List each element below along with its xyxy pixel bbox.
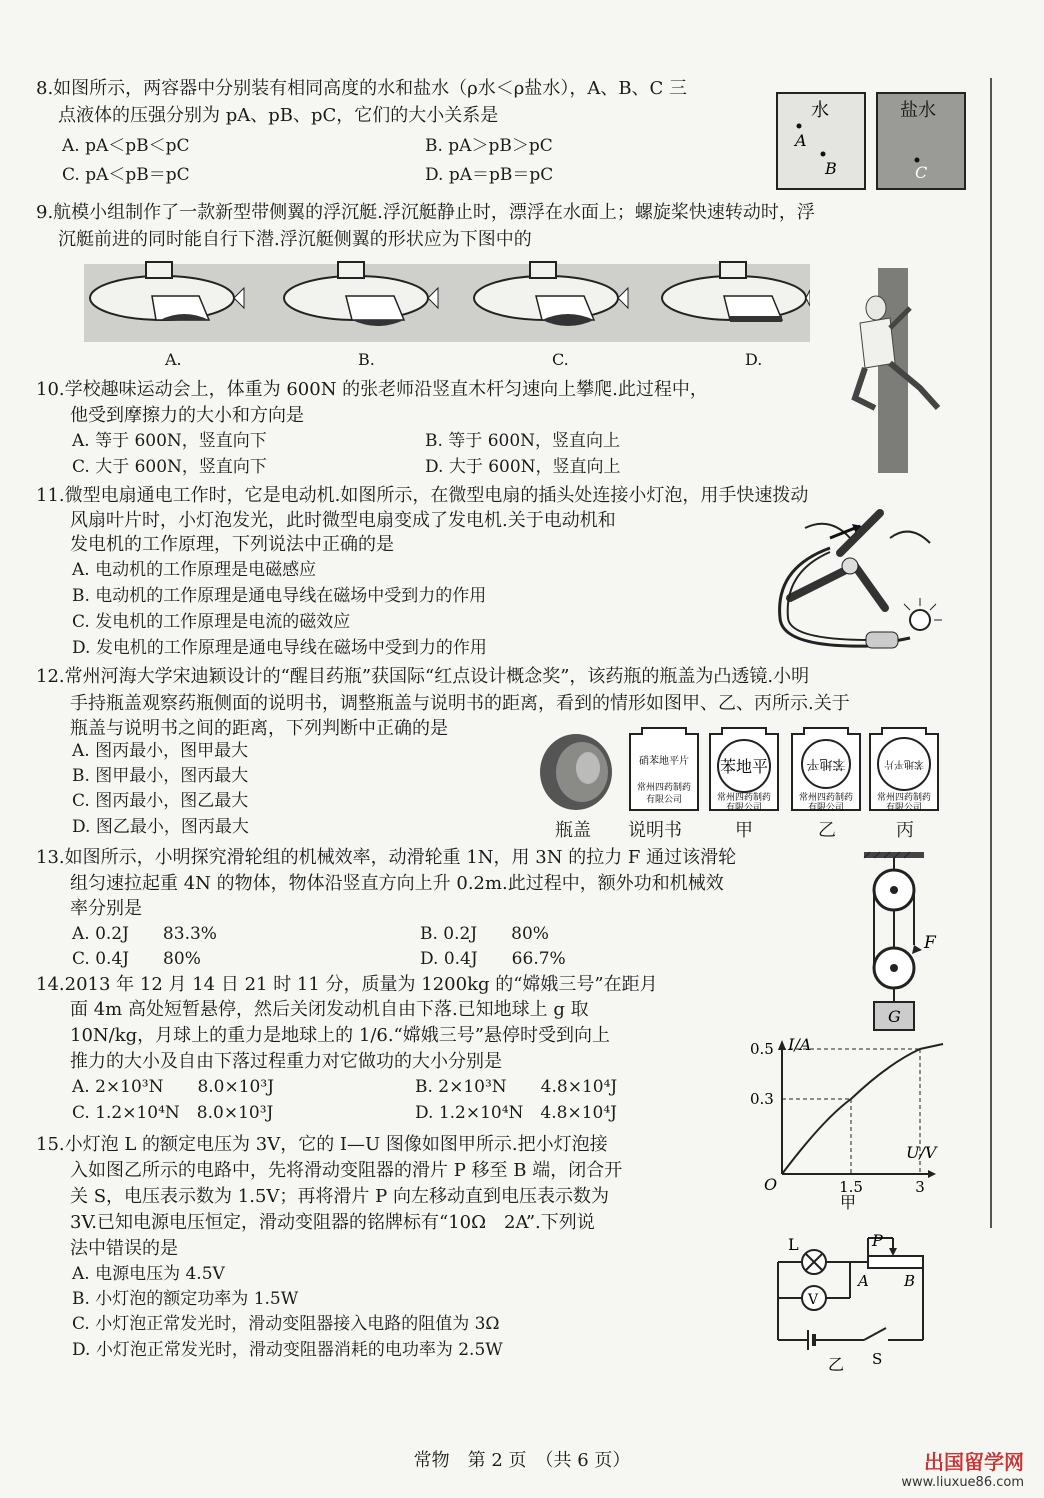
q9-line1: 9.航模小组制作了一款新型带侧翼的浮沉艇.浮沉艇静止时，漂浮在水面上；螺旋桨快速转动时，浮 — [36, 202, 815, 223]
q14-line4: 推力的大小及自由下落过程重力对它做功的大小分别是 — [70, 1051, 502, 1072]
x-axis-label: U/V — [906, 1143, 937, 1162]
q11-line3: 发电机的工作原理，下列说法中正确的是 — [70, 534, 394, 555]
q10-line1: 10.学校趣味运动会上，体重为 600N 的张老师沿竖直木杆匀速向上攀爬.此过程中， — [36, 379, 708, 400]
margin-line — [990, 78, 992, 1228]
point-c — [915, 158, 920, 163]
circuit-figure — [768, 1232, 938, 1382]
q8-label-a: A — [795, 131, 807, 150]
guide-lines — [782, 1049, 920, 1174]
q13-option-b: B. 0.2J 80% — [420, 924, 549, 944]
caption-manual: 说明书 — [628, 820, 682, 841]
weight-label: G — [888, 1007, 901, 1026]
caption-bing: 丙 — [896, 820, 914, 841]
terminal-b-label: B — [904, 1272, 916, 1290]
y-tick-0.3: 0.3 — [750, 1090, 774, 1108]
q8-option-c: C. pA＜pB＝pC — [62, 165, 190, 185]
y-tick-0.5: 0.5 — [750, 1040, 774, 1058]
q11-line1: 11.微型电扇通电工作时，它是电动机.如图所示，在微型电扇的插头处连接小灯泡，用手快速拨动 — [36, 485, 809, 506]
q8-label-c: C — [915, 163, 928, 182]
caption-yi: 乙 — [818, 820, 836, 841]
terminal-a-label: A — [858, 1272, 869, 1290]
point-a — [797, 124, 802, 129]
caption-jia: 甲 — [735, 820, 753, 841]
q8-water-label: 水 — [811, 100, 829, 121]
q10-option-d: D. 大于 600N，竖直向上 — [425, 457, 621, 477]
q8-option-b: B. pA＞pB＞pC — [425, 136, 553, 156]
watermark — [901, 1446, 1024, 1490]
q12-option-b: B. 图甲最小，图丙最大 — [72, 766, 249, 786]
q15-line3: 关 S，电压表示数为 1.5V；再将滑片 P 向左移动直到电压表示数为 — [70, 1186, 609, 1207]
manual-product-text: 硝苯地平片 — [639, 756, 689, 767]
q9-label-b: B. — [358, 350, 375, 369]
manual-panel — [630, 728, 698, 810]
point-b — [821, 152, 826, 157]
q11-fan-figure — [770, 508, 945, 663]
rheostat-icon — [868, 1256, 923, 1268]
x-tick-1.5: 1.5 — [839, 1178, 863, 1196]
q8-saltwater-label: 盐水 — [900, 100, 936, 121]
q14-line2: 面 4m 高处短暂悬停，然后关闭发动机自由下落.已知地球上 g 取 — [70, 999, 589, 1020]
q12-option-a: A. 图丙最小，图甲最大 — [72, 741, 249, 761]
view-bing-text: 苯地平片 — [884, 758, 924, 769]
view-bing-company: 常州四药制药 — [876, 793, 932, 803]
view-yi-company: 常州四药制药 — [798, 793, 854, 803]
q12-line3: 瓶盖与说明书之间的距离，下列判断中正确的是 — [70, 718, 448, 739]
slider-label: P — [872, 1232, 883, 1250]
q13-option-c: C. 0.4J 80% — [72, 949, 201, 969]
q8-option-a: A. pA＜pB＜pC — [62, 136, 190, 156]
q10-option-c: C. 大于 600N，竖直向下 — [72, 457, 267, 477]
caption-bottle-cap: 瓶盖 — [555, 820, 591, 841]
q9-submarines-figure — [84, 258, 810, 346]
q14-option-b: B. 2×10³N 4.8×10⁴J — [415, 1077, 618, 1097]
q11-option-d: D. 发电机的工作原理是通电导线在磁场中受到力的作用 — [72, 638, 487, 658]
q14-option-c: C. 1.2×10⁴N 8.0×10³J — [72, 1103, 274, 1123]
q12-lens-figure — [530, 724, 940, 816]
manual-company2-text: 有限公司 — [645, 795, 683, 805]
q12-line2: 手持瓶盖观察药瓶侧面的说明书，调整瓶盖与说明书的距离，看到的情形如图甲、乙、丙所示.关于 — [70, 693, 850, 714]
q13-line1: 13.如图所示，小明探究滑轮组的机械效率，动滑轮重 1N，用 3N 的拉力 F 通过该滑轮 — [36, 847, 737, 868]
q8-option-d: D. pA＝pB＝pC — [425, 165, 554, 185]
q13-option-d: D. 0.4J 66.7% — [420, 949, 566, 969]
q13-pulley-figure — [860, 850, 950, 1035]
q9-label-a: A. — [165, 350, 182, 369]
q10-line2: 他受到摩擦力的大小和方向是 — [70, 405, 304, 426]
view-jia-text: 苯地平 — [719, 757, 769, 776]
q11-option-a: A. 电动机的工作原理是电磁感应 — [72, 560, 317, 580]
q14-option-d: D. 1.2×10⁴N 4.8×10⁴J — [415, 1103, 617, 1123]
y-axis-label: I/A — [788, 1035, 812, 1054]
view-bing-panel — [870, 728, 938, 813]
q14-line1: 14.2013 年 12 月 14 日 21 时 11 分，质量为 1200kg 的“嫦娥三号”在距月 — [36, 974, 658, 995]
q15-option-d: D. 小灯泡正常发光时，滑动变阻器消耗的电功率为 2.5W — [72, 1340, 503, 1360]
manual-company-text: 常州四药制药 — [636, 783, 692, 793]
circuit-caption: 乙 — [828, 1355, 845, 1374]
view-yi-company2: 有限公司 — [807, 803, 845, 813]
view-yi-text: 苯地平 — [806, 756, 846, 771]
q8-label-b: B — [825, 159, 837, 178]
q15-line5: 法中错误的是 — [70, 1238, 178, 1259]
q15-line1: 15.小灯泡 L 的额定电压为 3V，它的 I—U 图像如图甲所示.把小灯泡接 — [36, 1134, 608, 1155]
q9-label-c: C. — [552, 350, 569, 369]
bulb-icon — [910, 610, 930, 630]
q8-line2: 点液体的压强分别为 pA、pB、pC，它们的大小关系是 — [58, 105, 499, 126]
switch-icon — [864, 1328, 886, 1340]
x-tick-3: 3 — [915, 1178, 925, 1196]
q12-option-c: C. 图丙最小，图乙最大 — [72, 791, 249, 811]
iu-graph — [742, 1034, 952, 1210]
q8-line1: 8.如图所示，两容器中分别装有相同高度的水和盐水（ρ水＜ρ盐水），A、B、C 三 — [36, 78, 688, 99]
q11-option-c: C. 发电机的工作原理是电流的磁效应 — [72, 612, 351, 632]
view-jia-panel — [710, 728, 778, 813]
q9-line2: 沉艇前进的同时能自行下潜.浮沉艇侧翼的形状应为下图中的 — [58, 229, 532, 250]
lamp-label: L — [788, 1235, 799, 1254]
page-footer: 常物 第 2 页 （共 6 页） — [413, 1450, 631, 1471]
q13-option-a: A. 0.2J 83.3% — [72, 924, 217, 944]
q14-line3: 10N/kg，月球上的重力是地球上的 1/6.“嫦娥三号”悬停时受到向上 — [70, 1025, 610, 1046]
q15-option-b: B. 小灯泡的额定功率为 1.5W — [72, 1289, 299, 1309]
q10-option-b: B. 等于 600N，竖直向上 — [425, 431, 621, 451]
view-yi-panel — [792, 728, 860, 813]
origin-label: O — [764, 1175, 778, 1194]
view-jia-company2: 有限公司 — [725, 803, 763, 813]
q15-option-c: C. 小灯泡正常发光时，滑动变阻器接入电路的阻值为 3Ω — [72, 1314, 500, 1334]
force-label: F — [924, 933, 936, 953]
q13-line3: 率分别是 — [70, 898, 142, 919]
q12-option-d: D. 图乙最小，图丙最大 — [72, 817, 249, 837]
watermark-name: 出国留学网 — [924, 1450, 1024, 1474]
view-jia-company: 常州四药制药 — [716, 793, 772, 803]
q11-option-b: B. 电动机的工作原理是通电导线在磁场中受到力的作用 — [72, 586, 487, 606]
q15-option-a: A. 电源电压为 4.5V — [72, 1264, 225, 1284]
q13-line2: 组匀速拉起重 4N 的物体，物体沿竖直方向上升 0.2m.此过程中，额外功和机械效 — [70, 873, 724, 894]
q11-line2: 风扇叶片时，小灯泡发光，此时微型电扇变成了发电机.关于电动机和 — [70, 510, 616, 531]
q15-line2: 入如图乙所示的电路中，先将滑动变阻器的滑片 P 移至 B 端，闭合开 — [70, 1160, 623, 1181]
watermark-url: www.liuxue86.com — [901, 1475, 1024, 1490]
q12-line1: 12.常州河海大学宋迪颖设计的“醒目药瓶”获国际“红点设计概念奖”，该药瓶的瓶盖为凸透镜.小明 — [36, 666, 810, 687]
q9-label-d: D. — [745, 350, 763, 369]
q15-line4: 3V.已知电源电压恒定，滑动变阻器的铭牌标有“10Ω 2A”.下列说 — [70, 1212, 595, 1233]
q8-containers-figure — [775, 78, 970, 193]
graph-caption: 甲 — [840, 1193, 857, 1210]
q14-option-a: A. 2×10³N 8.0×10³J — [72, 1077, 275, 1097]
q10-option-a: A. 等于 600N，竖直向下 — [72, 431, 267, 451]
voltmeter-label: V — [808, 1292, 819, 1308]
switch-label: S — [872, 1350, 883, 1368]
climber-figure — [840, 268, 945, 473]
view-bing-company2: 有限公司 — [885, 803, 923, 813]
